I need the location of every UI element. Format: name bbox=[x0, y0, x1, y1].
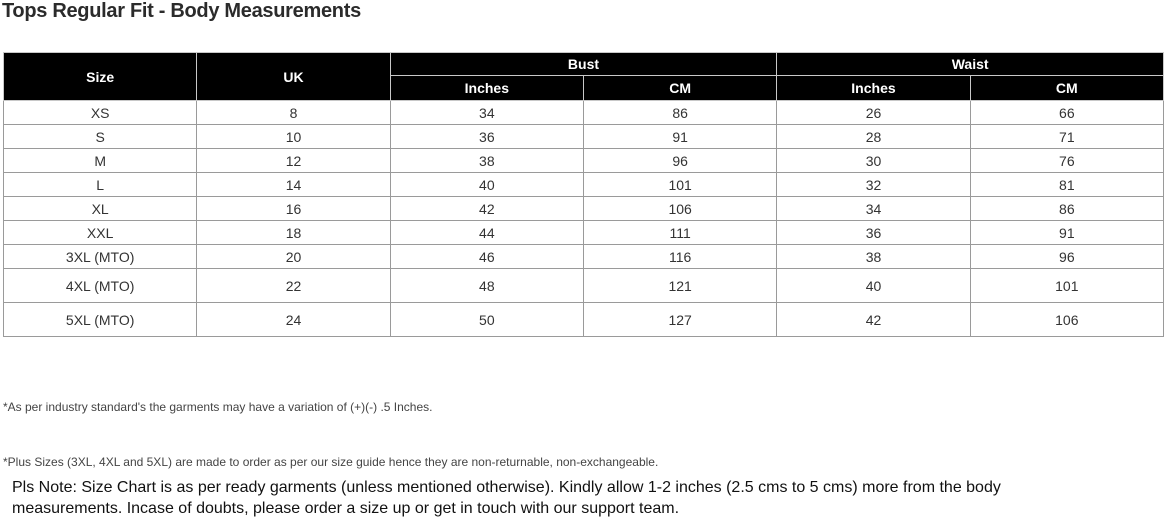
cell-bust-cm: 111 bbox=[583, 221, 776, 245]
table-row bbox=[4, 101, 1164, 125]
header-bust-cm: CM bbox=[583, 76, 776, 101]
table-row bbox=[4, 125, 1164, 149]
table-row bbox=[4, 269, 1164, 303]
cell-size: M bbox=[4, 149, 197, 173]
cell-bust-cm: 86 bbox=[583, 101, 776, 125]
cell-bust-inches: 34 bbox=[390, 101, 583, 125]
cell-waist-cm: 106 bbox=[970, 303, 1163, 337]
cell-bust-cm: 91 bbox=[583, 125, 776, 149]
header-uk: UK bbox=[197, 53, 390, 101]
size-chart-table bbox=[3, 52, 1164, 337]
cell-waist-cm: 101 bbox=[970, 269, 1163, 303]
header-bust-inches: Inches bbox=[390, 76, 583, 101]
cell-bust-inches: 42 bbox=[390, 197, 583, 221]
header-size: Size bbox=[4, 53, 197, 101]
cell-size: XXL bbox=[4, 221, 197, 245]
cell-size: XL bbox=[4, 197, 197, 221]
table-row bbox=[4, 197, 1164, 221]
cell-size: 5XL (MTO) bbox=[4, 303, 197, 337]
cell-bust-cm: 106 bbox=[583, 197, 776, 221]
cell-uk: 16 bbox=[197, 197, 390, 221]
cell-waist-cm: 71 bbox=[970, 125, 1163, 149]
cell-waist-cm: 86 bbox=[970, 197, 1163, 221]
table-row bbox=[4, 173, 1164, 197]
pls-note: Pls Note: Size Chart is as per ready garments (unless mentioned otherwise). Kindly allow 1-2 inches (2.5 cms to 5 cms) more from the body measurements. Incase of doubts, please order a size up or get in touch with our support team. bbox=[12, 479, 1001, 517]
cell-bust-inches: 38 bbox=[390, 149, 583, 173]
cell-uk: 22 bbox=[197, 269, 390, 303]
cell-bust-inches: 44 bbox=[390, 221, 583, 245]
cell-waist-inches: 26 bbox=[777, 101, 970, 125]
cell-bust-cm: 101 bbox=[583, 173, 776, 197]
cell-waist-inches: 38 bbox=[777, 245, 970, 269]
cell-waist-cm: 66 bbox=[970, 101, 1163, 125]
table-header bbox=[4, 53, 1164, 101]
header-waist: Waist bbox=[777, 53, 1164, 76]
cell-waist-inches: 40 bbox=[777, 269, 970, 303]
cell-waist-inches: 32 bbox=[777, 173, 970, 197]
header-waist-cm: CM bbox=[970, 76, 1163, 101]
cell-size: L bbox=[4, 173, 197, 197]
header-waist-inches: Inches bbox=[777, 76, 970, 101]
cell-bust-cm: 96 bbox=[583, 149, 776, 173]
cell-bust-inches: 50 bbox=[390, 303, 583, 337]
cell-size: XS bbox=[4, 101, 197, 125]
table-row bbox=[4, 245, 1164, 269]
cell-waist-cm: 91 bbox=[970, 221, 1163, 245]
table-row bbox=[4, 149, 1164, 173]
cell-bust-cm: 121 bbox=[583, 269, 776, 303]
table-row bbox=[4, 303, 1164, 337]
cell-uk: 12 bbox=[197, 149, 390, 173]
cell-uk: 10 bbox=[197, 125, 390, 149]
table-body bbox=[4, 101, 1164, 337]
cell-bust-inches: 46 bbox=[390, 245, 583, 269]
cell-bust-inches: 40 bbox=[390, 173, 583, 197]
cell-size: 4XL (MTO) bbox=[4, 269, 197, 303]
cell-waist-cm: 76 bbox=[970, 149, 1163, 173]
cell-bust-inches: 36 bbox=[390, 125, 583, 149]
cell-waist-inches: 42 bbox=[777, 303, 970, 337]
cell-bust-cm: 127 bbox=[583, 303, 776, 337]
cell-bust-inches: 48 bbox=[390, 269, 583, 303]
cell-waist-inches: 36 bbox=[777, 221, 970, 245]
cell-uk: 8 bbox=[197, 101, 390, 125]
header-bust: Bust bbox=[390, 53, 777, 76]
cell-uk: 14 bbox=[197, 173, 390, 197]
cell-size: S bbox=[4, 125, 197, 149]
page-title: Tops Regular Fit - Body Measurements bbox=[2, 0, 361, 22]
cell-waist-inches: 28 bbox=[777, 125, 970, 149]
cell-waist-cm: 96 bbox=[970, 245, 1163, 269]
plus-sizes-note: *Plus Sizes (3XL, 4XL and 5XL) are made to order as per our size guide hence they are non-returnable, non-exchangeable. bbox=[3, 455, 659, 469]
cell-waist-inches: 30 bbox=[777, 149, 970, 173]
cell-waist-inches: 34 bbox=[777, 197, 970, 221]
cell-uk: 24 bbox=[197, 303, 390, 337]
table-row bbox=[4, 221, 1164, 245]
variation-note: *As per industry standard's the garments may have a variation of (+)(-) .5 Inches. bbox=[3, 400, 433, 414]
cell-bust-cm: 116 bbox=[583, 245, 776, 269]
cell-uk: 20 bbox=[197, 245, 390, 269]
cell-waist-cm: 81 bbox=[970, 173, 1163, 197]
cell-uk: 18 bbox=[197, 221, 390, 245]
cell-size: 3XL (MTO) bbox=[4, 245, 197, 269]
